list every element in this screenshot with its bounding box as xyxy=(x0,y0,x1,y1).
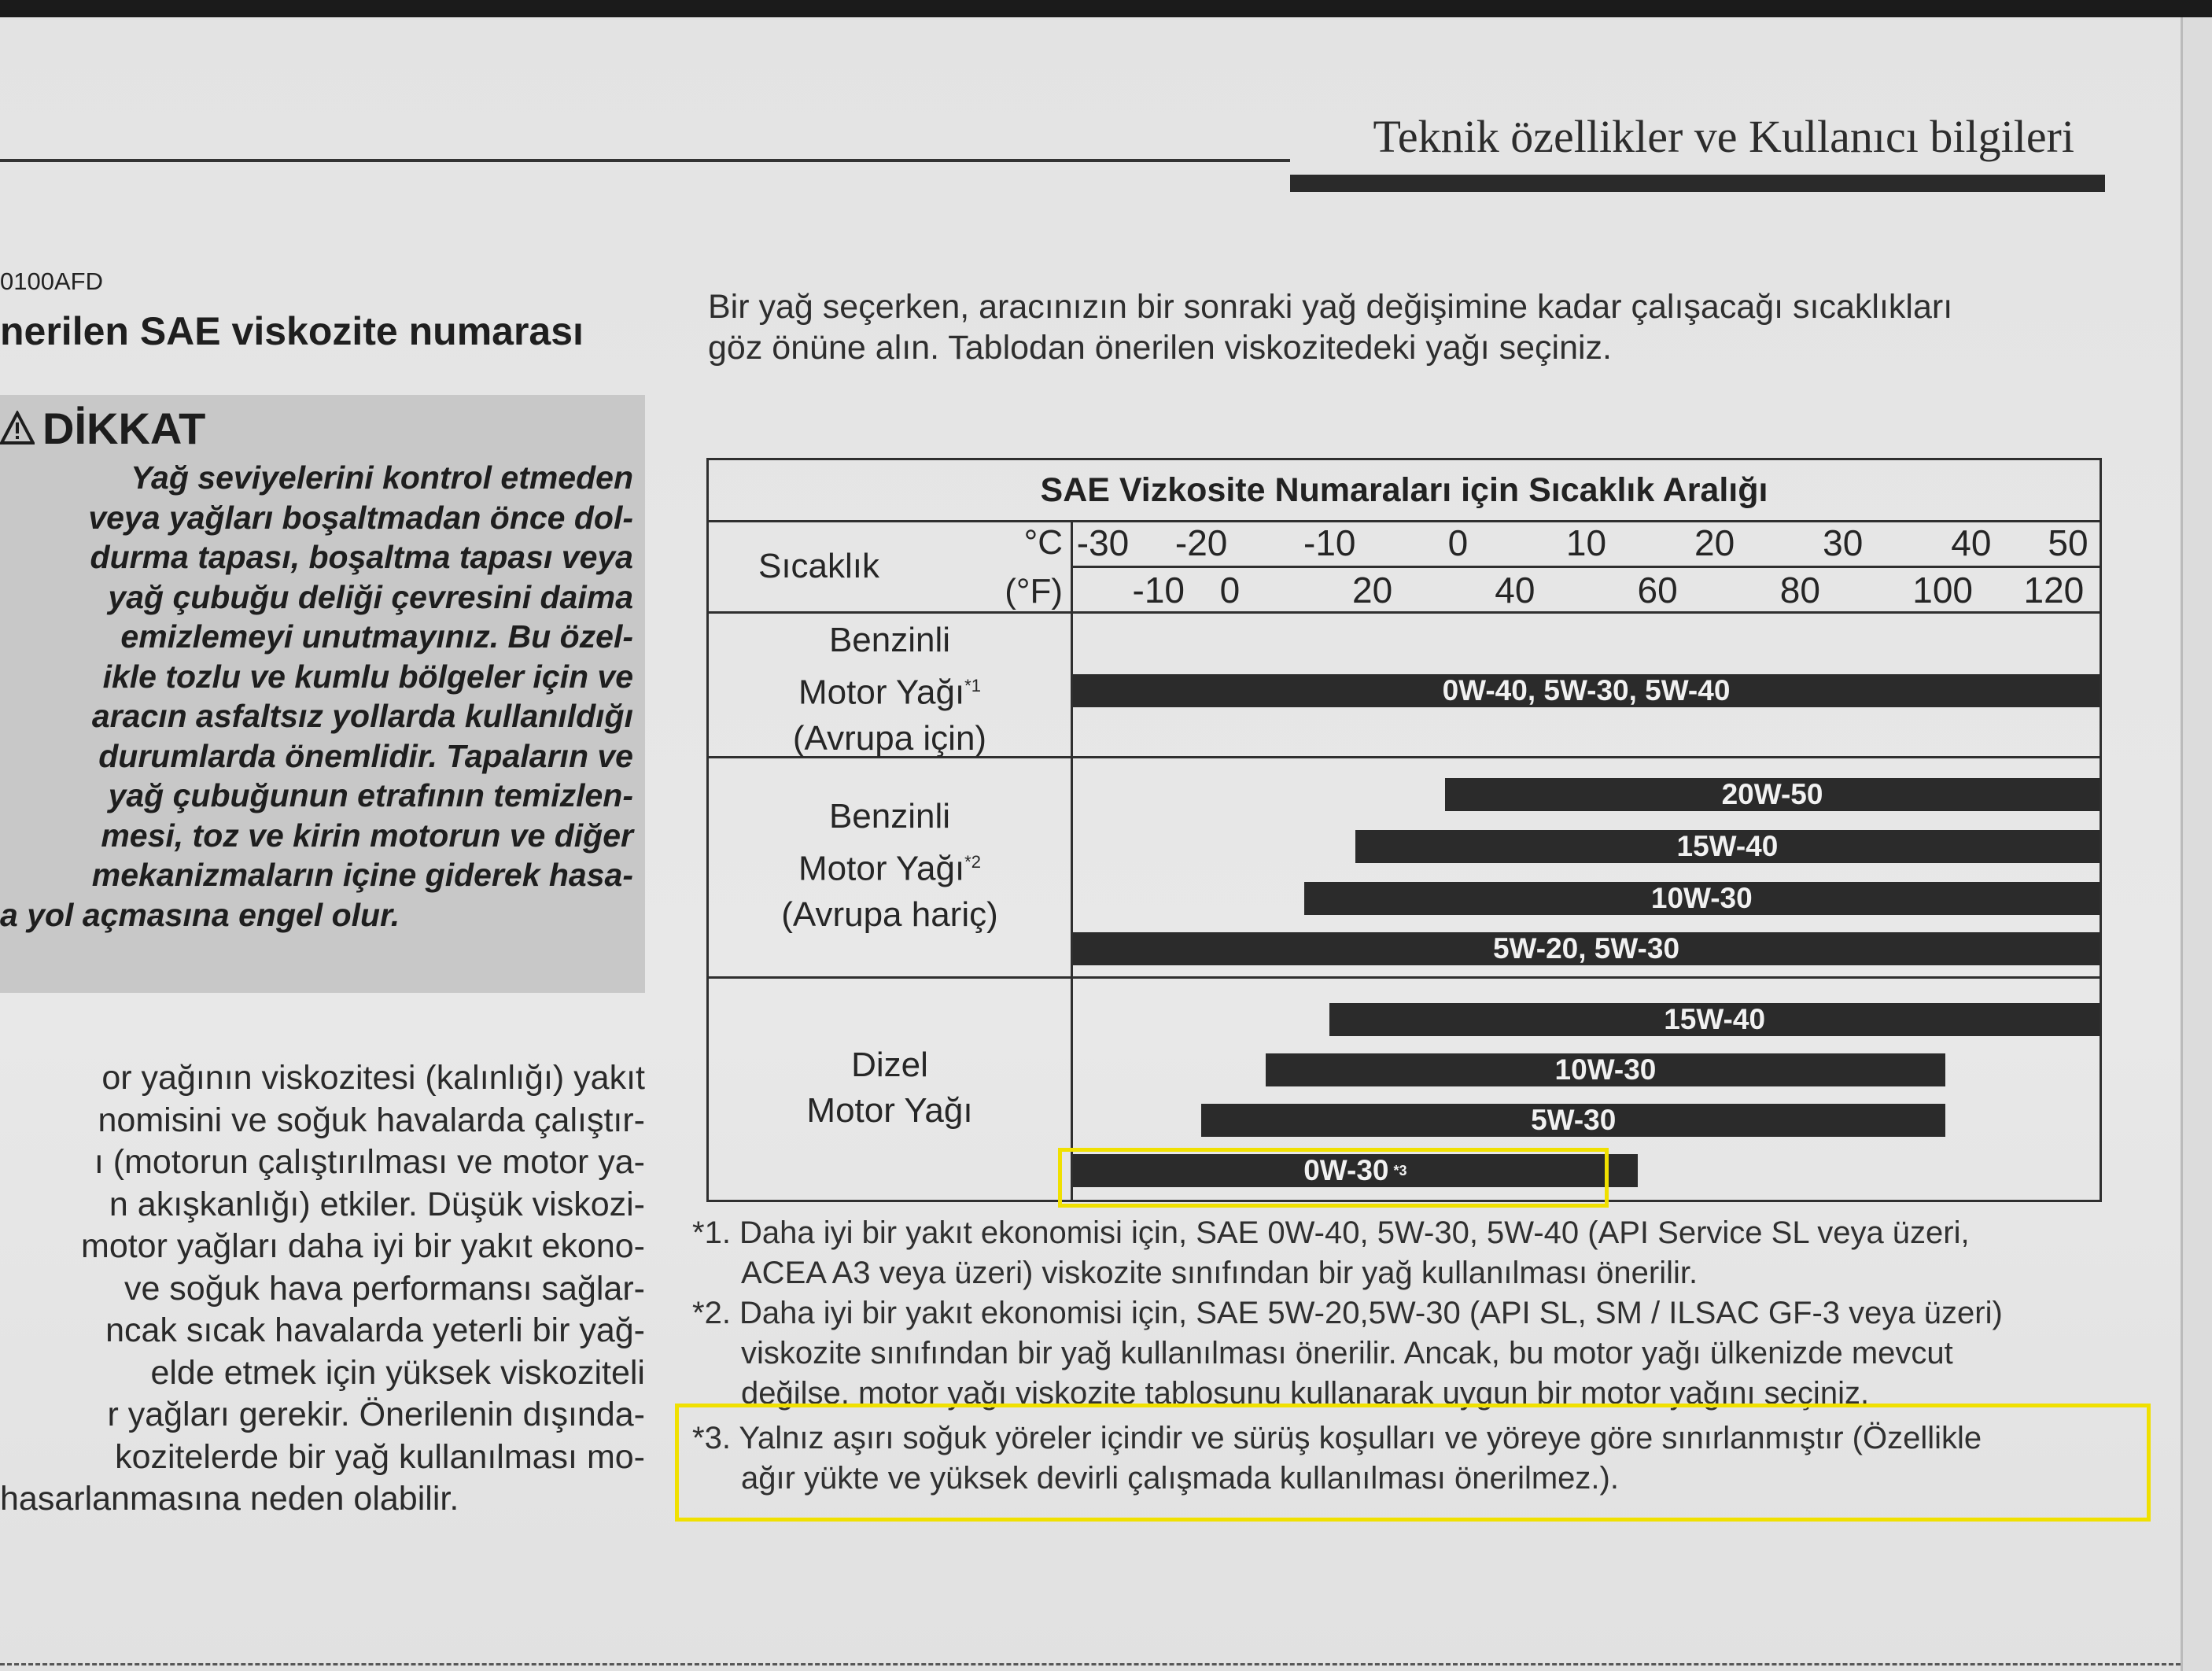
warning-heading-text: DİKKAT xyxy=(42,404,206,453)
footnote-1-line: *1. Daha iyi bir yakıt ekonomisi için, SAE 0W-40, 5W-30, 5W-40 (API Service SL veya üzeri, xyxy=(692,1215,1970,1250)
warning-line: ikle tozlu ve kumlu bölgeler için ve xyxy=(102,658,633,695)
body-line: motor yağları daha iyi bir yakıt ekono- xyxy=(81,1227,645,1265)
table-title: SAE Vizkosite Numaraları için Sıcaklık Aralığı xyxy=(709,460,2100,522)
viscosity-bar xyxy=(1073,674,2100,707)
note-mark: *2 xyxy=(964,852,981,872)
row-label-line: Benzinli xyxy=(828,797,951,836)
row-label-line: Motor Yağı$^{*1}$ xyxy=(798,673,981,712)
fahrenheit-tick: 100 xyxy=(1912,570,1973,610)
viscosity-bar xyxy=(1355,830,2100,863)
footnote-3-line: *3. Yalnız aşırı soğuk yöreler içindir ve sürüş koşulları ve yöreye göre sınırlanmıştır (Özellikle xyxy=(692,1421,1982,1455)
document-code: 0100AFD xyxy=(0,267,103,295)
unit-row-divider xyxy=(1071,566,2100,568)
row-label-diesel xyxy=(709,1042,1071,1134)
unit-fahrenheit: (°F) xyxy=(1005,572,1063,610)
note-mark: *1 xyxy=(964,676,981,695)
section-title: nerilen SAE viskozite numarası xyxy=(0,309,584,353)
celsius-tick: 30 xyxy=(1823,522,1864,563)
fahrenheit-tick: 40 xyxy=(1495,570,1535,610)
page-bottom-dashed-line xyxy=(0,1663,2181,1665)
row-label-line: Motor Yağı xyxy=(806,1091,973,1130)
row-label-line: Benzinli xyxy=(828,621,951,659)
fahrenheit-tick: 60 xyxy=(1637,570,1678,610)
intro-paragraph xyxy=(708,286,2100,368)
warning-triangle-icon xyxy=(0,411,35,445)
temperature-label: Sıcaklık xyxy=(758,547,880,585)
body-line: ve soğuk hava performansı sağlar- xyxy=(124,1269,645,1308)
body-line: elde etmek için yüksek viskoziteli xyxy=(150,1353,645,1392)
celsius-tick: -30 xyxy=(1076,522,1130,563)
viscosity-bar-label: 10W-30 xyxy=(1650,882,1753,914)
viscosity-bar-label: 0W-30 xyxy=(1303,1154,1389,1186)
warning-line: a yol açmasına engel olur. xyxy=(0,896,400,933)
viscosity-bar xyxy=(1201,1104,1945,1137)
footnote-2-line: değilse, motor yağı viskozite tablosunu kullanarak uygun bir motor yağını seçiniz. xyxy=(741,1376,1870,1411)
viscosity-bar-label: 0W-40, 5W-30, 5W-40 xyxy=(1442,674,1731,706)
celsius-tick: -20 xyxy=(1174,522,1228,563)
celsius-tick: 40 xyxy=(1951,522,1992,563)
fahrenheit-tick: -10 xyxy=(1132,570,1185,610)
warning-text xyxy=(0,458,633,935)
top-dark-strip xyxy=(0,0,2212,17)
note-mark: *3 xyxy=(1393,1162,1407,1179)
body-line: ı (motorun çalıştırılması ve motor ya- xyxy=(94,1143,645,1181)
body-line: nomisini ve soğuk havalarda çalıştır- xyxy=(98,1101,645,1139)
fahrenheit-tick: 120 xyxy=(2023,570,2085,610)
row-label-line: (Avrupa için) xyxy=(792,718,987,758)
warning-box xyxy=(0,395,645,993)
body-line: kozitelerde bir yağ kullanılması mo- xyxy=(115,1437,645,1476)
header-rule-thick xyxy=(1290,175,2105,192)
viscosity-bar xyxy=(1329,1003,2100,1036)
footnote-2-line: viskozite sınıfından bir yağ kullanılması önerilir. Ancak, bu motor yağı ülkenizde mevcut xyxy=(741,1336,1953,1370)
viscosity-bar xyxy=(1073,932,2100,965)
intro-line: göz önüne alın. Tablodan önerilen viskozitedeki yağı seçiniz. xyxy=(708,329,1612,367)
viscosity-bar-label: 15W-40 xyxy=(1676,830,1779,862)
warning-line: yağ çubuğu deliği çevresini daima xyxy=(108,578,633,615)
body-line: n akışkanlığı) etkiler. Düşük viskozi- xyxy=(109,1185,645,1223)
warning-line: durma tapası, boşaltma tapası veya xyxy=(90,539,633,575)
header-bottom-line xyxy=(709,611,2100,614)
header-rule-thin xyxy=(0,159,1290,162)
body-line: or yağının viskozitesi (kalınlığı) yakıt xyxy=(101,1059,645,1097)
celsius-tick: 50 xyxy=(2048,522,2088,563)
highlight-box-0w30 xyxy=(1058,1148,1609,1208)
row-label-line: Dizel xyxy=(851,1046,928,1084)
body-line: ncak sıcak havalarda yeterli bir yağ- xyxy=(105,1311,645,1349)
footnote-3-line: ağır yükte ve yüksek devirli çalışmada kullanılması önerilmez.). xyxy=(741,1461,1619,1496)
warning-heading xyxy=(0,403,205,454)
row-label-gasoline-non-europe xyxy=(709,794,1071,938)
viscosity-bar xyxy=(1304,882,2100,915)
viscosity-bar xyxy=(1266,1053,1946,1086)
warning-line: emizlemeyi unutmayınız. Bu özel- xyxy=(120,618,633,655)
viscosity-table xyxy=(706,458,2102,1202)
celsius-tick: 0 xyxy=(1447,522,1469,563)
label-column-divider xyxy=(1071,520,1073,1200)
row-label-gasoline-europe xyxy=(709,618,1071,762)
celsius-tick: -10 xyxy=(1303,522,1356,563)
body-line: hasarlanmasına neden olabilir. xyxy=(0,1480,459,1518)
fahrenheit-tick: 0 xyxy=(1219,570,1241,610)
unit-celsius: °C xyxy=(1023,523,1063,562)
manual-page xyxy=(0,17,2183,1671)
viscosity-bar-label: 5W-30 xyxy=(1531,1104,1617,1136)
fahrenheit-tick: 20 xyxy=(1352,570,1393,610)
row-divider xyxy=(709,976,2100,979)
warning-line: Yağ seviyelerini kontrol etmeden xyxy=(131,459,633,496)
viscosity-bar-label: 15W-40 xyxy=(1664,1003,1766,1035)
body-line: r yağları gerekir. Önerilenin dışında- xyxy=(107,1396,645,1433)
viscosity-bar-label: 5W-20, 5W-30 xyxy=(1492,932,1680,965)
warning-line: veya yağları boşaltmadan önce dol- xyxy=(88,499,633,536)
viscosity-bar-label: 10W-30 xyxy=(1554,1053,1657,1086)
left-body-text xyxy=(0,1057,645,1521)
celsius-tick: 20 xyxy=(1694,522,1735,563)
viscosity-bar xyxy=(1445,778,2100,811)
row-label-line: (Avrupa hariç) xyxy=(781,895,998,934)
footnote-1-line: ACEA A3 veya üzeri) viskozite sınıfından bir yağ kullanılması önerilir. xyxy=(741,1256,1698,1290)
row-label-line: Motor Yağı$^{*2}$ xyxy=(798,849,981,888)
page-header-title: Teknik özellikler ve Kullanıcı bilgileri xyxy=(1373,111,2074,162)
warning-line: yağ çubuğunun etrafının temizlen- xyxy=(108,777,633,813)
footnote-2-line: *2. Daha iyi bir yakıt ekonomisi için, SAE 5W-20,5W-30 (API SL, SM / ILSAC GF-3 veya üzeri) xyxy=(692,1296,2003,1330)
warning-line: aracın asfaltsız yollarda kullanıldığı xyxy=(91,698,633,734)
fahrenheit-tick: 80 xyxy=(1779,570,1820,610)
warning-line: mekanizmaların içine giderek hasa- xyxy=(91,857,633,893)
warning-line: mesi, toz ve kirin motorun ve diğer xyxy=(101,817,633,854)
warning-line: durumlarda önemlidir. Tapaların ve xyxy=(98,737,633,774)
celsius-tick: 10 xyxy=(1565,522,1607,563)
viscosity-bar-label: 20W-50 xyxy=(1721,778,1823,810)
highlight-box-footnote-3 xyxy=(675,1404,2151,1522)
intro-line: Bir yağ seçerken, aracınızın bir sonraki yağ değişimine kadar çalışacağı sıcaklıkları xyxy=(708,288,1953,326)
